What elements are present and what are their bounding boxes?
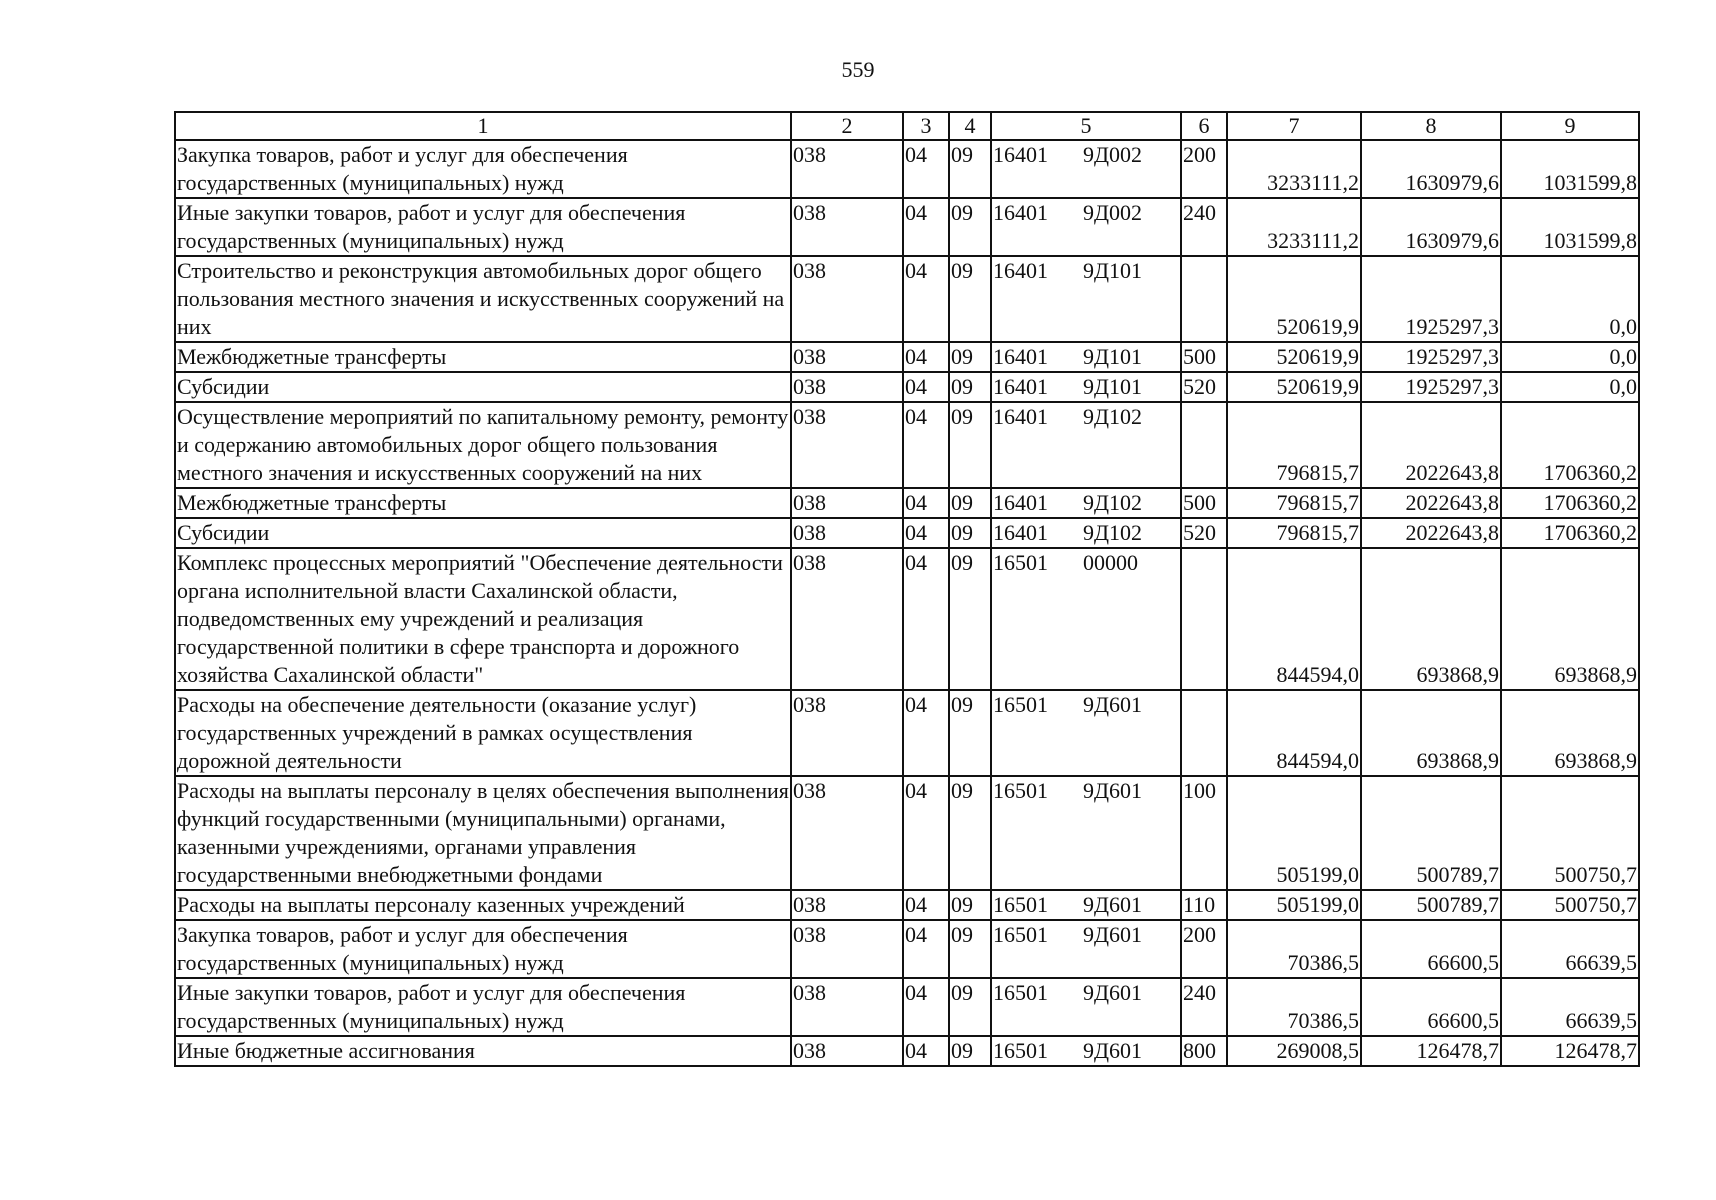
amount-col9: 66639,5 (1501, 978, 1639, 1036)
code-subsection: 09 (949, 890, 991, 920)
code-grbs: 038 (791, 402, 903, 488)
code-subsection: 09 (949, 978, 991, 1036)
amount-col8: 126478,7 (1361, 1036, 1501, 1066)
code-expense-type (1181, 256, 1227, 342)
code-program: 16401 (993, 490, 1048, 515)
code-target-article (991, 1036, 1181, 1066)
code-subsection: 09 (949, 776, 991, 890)
code-grbs: 038 (791, 776, 903, 890)
header-cell: 7 (1227, 112, 1361, 140)
code-subsection: 09 (949, 256, 991, 342)
header-row (175, 112, 1639, 140)
table-row (175, 548, 1639, 690)
code-program: 16401 (993, 520, 1048, 545)
amount-col9: 0,0 (1501, 372, 1639, 402)
code-subsection: 09 (949, 140, 991, 198)
amount-col7: 520619,9 (1227, 372, 1361, 402)
code-target-article (991, 402, 1181, 488)
table-row (175, 1036, 1639, 1066)
page-number: 559 (841, 57, 875, 82)
code-subsection: 09 (949, 402, 991, 488)
code-direction: 9Д102 (1083, 404, 1143, 429)
code-section: 04 (903, 890, 949, 920)
row-name: Строительство и реконструкция автомобильных дорог общего пользования местного значения и искусственных сооружений на них (175, 256, 791, 342)
code-program: 16401 (993, 258, 1048, 283)
amount-col7: 796815,7 (1227, 518, 1361, 548)
code-program: 16501 (993, 892, 1048, 917)
code-section: 04 (903, 1036, 949, 1066)
amount-col9: 693868,9 (1501, 690, 1639, 776)
code-section: 04 (903, 978, 949, 1036)
amount-col8: 2022643,8 (1361, 488, 1501, 518)
amount-col7: 796815,7 (1227, 402, 1361, 488)
code-program: 16401 (993, 200, 1048, 225)
amount-col8: 66600,5 (1361, 978, 1501, 1036)
code-program: 16501 (993, 922, 1048, 947)
code-target-article (991, 690, 1181, 776)
code-grbs: 038 (791, 342, 903, 372)
code-subsection: 09 (949, 548, 991, 690)
row-name: Субсидии (175, 372, 791, 402)
code-direction: 00000 (1083, 550, 1138, 575)
row-name: Расходы на выплаты персоналу казенных учреждений (175, 890, 791, 920)
code-direction: 9Д102 (1083, 490, 1143, 515)
code-subsection: 09 (949, 1036, 991, 1066)
row-name: Иные закупки товаров, работ и услуг для обеспечения государственных (муниципальных) нужд (175, 198, 791, 256)
amount-col9: 1706360,2 (1501, 488, 1639, 518)
amount-col9: 1706360,2 (1501, 518, 1639, 548)
code-program: 16401 (993, 142, 1048, 167)
code-expense-type (1181, 690, 1227, 776)
code-program: 16501 (993, 550, 1048, 575)
code-grbs: 038 (791, 920, 903, 978)
row-name: Межбюджетные трансферты (175, 342, 791, 372)
row-name: Иные бюджетные ассигнования (175, 1036, 791, 1066)
code-target-article (991, 978, 1181, 1036)
amount-col7: 70386,5 (1227, 920, 1361, 978)
code-expense-type: 100 (1181, 776, 1227, 890)
code-section: 04 (903, 548, 949, 690)
code-program: 16501 (993, 692, 1048, 717)
amount-col7: 796815,7 (1227, 488, 1361, 518)
amount-col8: 1630979,6 (1361, 198, 1501, 256)
code-direction: 9Д101 (1083, 344, 1143, 369)
code-direction: 9Д601 (1083, 1038, 1143, 1063)
amount-col7: 70386,5 (1227, 978, 1361, 1036)
code-expense-type: 200 (1181, 140, 1227, 198)
amount-col7: 844594,0 (1227, 690, 1361, 776)
amount-col9: 500750,7 (1501, 890, 1639, 920)
row-name: Закупка товаров, работ и услуг для обеспечения государственных (муниципальных) нужд (175, 920, 791, 978)
table-row (175, 198, 1639, 256)
code-program: 16501 (993, 980, 1048, 1005)
code-section: 04 (903, 402, 949, 488)
code-expense-type: 200 (1181, 920, 1227, 978)
code-direction: 9Д002 (1083, 142, 1143, 167)
code-program: 16401 (993, 374, 1048, 399)
code-subsection: 09 (949, 372, 991, 402)
code-expense-type: 520 (1181, 372, 1227, 402)
row-name: Иные закупки товаров, работ и услуг для обеспечения государственных (муниципальных) нужд (175, 978, 791, 1036)
table-row (175, 978, 1639, 1036)
code-target-article (991, 198, 1181, 256)
header-cell: 5 (991, 112, 1181, 140)
code-direction: 9Д601 (1083, 980, 1143, 1005)
code-target-article (991, 548, 1181, 690)
table-body (175, 140, 1639, 1066)
code-program: 16501 (993, 778, 1048, 803)
code-program: 16501 (993, 1038, 1048, 1063)
code-program: 16401 (993, 404, 1048, 429)
code-direction: 9Д101 (1083, 374, 1143, 399)
amount-col8: 693868,9 (1361, 690, 1501, 776)
table-row (175, 890, 1639, 920)
code-target-article (991, 890, 1181, 920)
amount-col7: 505199,0 (1227, 776, 1361, 890)
code-direction: 9Д101 (1083, 258, 1143, 283)
code-section: 04 (903, 488, 949, 518)
code-section: 04 (903, 920, 949, 978)
code-section: 04 (903, 372, 949, 402)
amount-col7: 520619,9 (1227, 342, 1361, 372)
amount-col8: 66600,5 (1361, 920, 1501, 978)
amount-col7: 269008,5 (1227, 1036, 1361, 1066)
table-row (175, 256, 1639, 342)
code-subsection: 09 (949, 690, 991, 776)
code-section: 04 (903, 256, 949, 342)
table-row (175, 342, 1639, 372)
code-section: 04 (903, 342, 949, 372)
code-expense-type: 500 (1181, 488, 1227, 518)
row-name: Межбюджетные трансферты (175, 488, 791, 518)
code-expense-type (1181, 402, 1227, 488)
code-grbs: 038 (791, 548, 903, 690)
code-target-article (991, 518, 1181, 548)
code-expense-type: 240 (1181, 198, 1227, 256)
code-expense-type: 800 (1181, 1036, 1227, 1066)
table-row (175, 776, 1639, 890)
code-section: 04 (903, 518, 949, 548)
code-grbs: 038 (791, 256, 903, 342)
code-subsection: 09 (949, 198, 991, 256)
code-grbs: 038 (791, 198, 903, 256)
code-direction: 9Д601 (1083, 692, 1143, 717)
amount-col9: 1031599,8 (1501, 198, 1639, 256)
header-cell: 9 (1501, 112, 1639, 140)
row-name: Осуществление мероприятий по капитальному ремонту, ремонту и содержанию автомобильных дорог общего пользования местного значения и искусственных сооружений на них (175, 402, 791, 488)
code-grbs: 038 (791, 488, 903, 518)
header-cell: 3 (903, 112, 949, 140)
row-name: Закупка товаров, работ и услуг для обеспечения государственных (муниципальных) нужд (175, 140, 791, 198)
code-subsection: 09 (949, 342, 991, 372)
code-grbs: 038 (791, 978, 903, 1036)
amount-col8: 1925297,3 (1361, 342, 1501, 372)
code-subsection: 09 (949, 488, 991, 518)
amount-col7: 844594,0 (1227, 548, 1361, 690)
code-target-article (991, 256, 1181, 342)
code-target-article (991, 920, 1181, 978)
amount-col7: 3233111,2 (1227, 140, 1361, 198)
code-subsection: 09 (949, 518, 991, 548)
amount-col8: 1925297,3 (1361, 372, 1501, 402)
code-section: 04 (903, 140, 949, 198)
code-grbs: 038 (791, 140, 903, 198)
amount-col8: 2022643,8 (1361, 518, 1501, 548)
code-expense-type: 520 (1181, 518, 1227, 548)
code-grbs: 038 (791, 518, 903, 548)
header-cell: 2 (791, 112, 903, 140)
code-target-article (991, 140, 1181, 198)
amount-col9: 500750,7 (1501, 776, 1639, 890)
table-row (175, 140, 1639, 198)
code-direction: 9Д601 (1083, 778, 1143, 803)
row-name: Субсидии (175, 518, 791, 548)
code-subsection: 09 (949, 920, 991, 978)
header-cell: 6 (1181, 112, 1227, 140)
header-cell: 8 (1361, 112, 1501, 140)
amount-col9: 66639,5 (1501, 920, 1639, 978)
code-grbs: 038 (791, 690, 903, 776)
amount-col7: 3233111,2 (1227, 198, 1361, 256)
amount-col9: 0,0 (1501, 342, 1639, 372)
table-row (175, 690, 1639, 776)
code-direction: 9Д002 (1083, 200, 1143, 225)
code-section: 04 (903, 690, 949, 776)
amount-col7: 520619,9 (1227, 256, 1361, 342)
code-grbs: 038 (791, 890, 903, 920)
amount-col8: 500789,7 (1361, 776, 1501, 890)
table-row (175, 372, 1639, 402)
code-target-article (991, 488, 1181, 518)
row-name: Комплекс процессных мероприятий "Обеспечение деятельности органа исполнительной власти Сахалинской области, подведомственных ему учреждений и реализация государственной политики в сфере транспорта и дорожного хозяйства Сахалинской области" (175, 548, 791, 690)
code-section: 04 (903, 198, 949, 256)
row-name: Расходы на выплаты персоналу в целях обеспечения выполнения функций государственными (муниципальными) органами, казенными учреждениями, органами управления государственными внебюджетными фондами (175, 776, 791, 890)
budget-table (174, 111, 1640, 1067)
code-grbs: 038 (791, 1036, 903, 1066)
code-section: 04 (903, 776, 949, 890)
amount-col7: 505199,0 (1227, 890, 1361, 920)
code-expense-type: 500 (1181, 342, 1227, 372)
code-direction: 9Д601 (1083, 922, 1143, 947)
header-cell: 1 (175, 112, 791, 140)
amount-col8: 500789,7 (1361, 890, 1501, 920)
row-name: Расходы на обеспечение деятельности (оказание услуг) государственных учреждений в рамках осуществления дорожной деятельности (175, 690, 791, 776)
amount-col9: 126478,7 (1501, 1036, 1639, 1066)
amount-col8: 2022643,8 (1361, 402, 1501, 488)
code-program: 16401 (993, 344, 1048, 369)
table-row (175, 920, 1639, 978)
amount-col8: 1925297,3 (1361, 256, 1501, 342)
table-row (175, 402, 1639, 488)
code-target-article (991, 776, 1181, 890)
code-expense-type: 240 (1181, 978, 1227, 1036)
code-direction: 9Д102 (1083, 520, 1143, 545)
table-row (175, 488, 1639, 518)
code-target-article (991, 342, 1181, 372)
header-cell: 4 (949, 112, 991, 140)
code-direction: 9Д601 (1083, 892, 1143, 917)
amount-col9: 693868,9 (1501, 548, 1639, 690)
code-expense-type (1181, 548, 1227, 690)
amount-col9: 1031599,8 (1501, 140, 1639, 198)
code-target-article (991, 372, 1181, 402)
code-expense-type: 110 (1181, 890, 1227, 920)
table-row (175, 518, 1639, 548)
amount-col8: 1630979,6 (1361, 140, 1501, 198)
amount-col8: 693868,9 (1361, 548, 1501, 690)
amount-col9: 0,0 (1501, 256, 1639, 342)
amount-col9: 1706360,2 (1501, 402, 1639, 488)
code-grbs: 038 (791, 372, 903, 402)
